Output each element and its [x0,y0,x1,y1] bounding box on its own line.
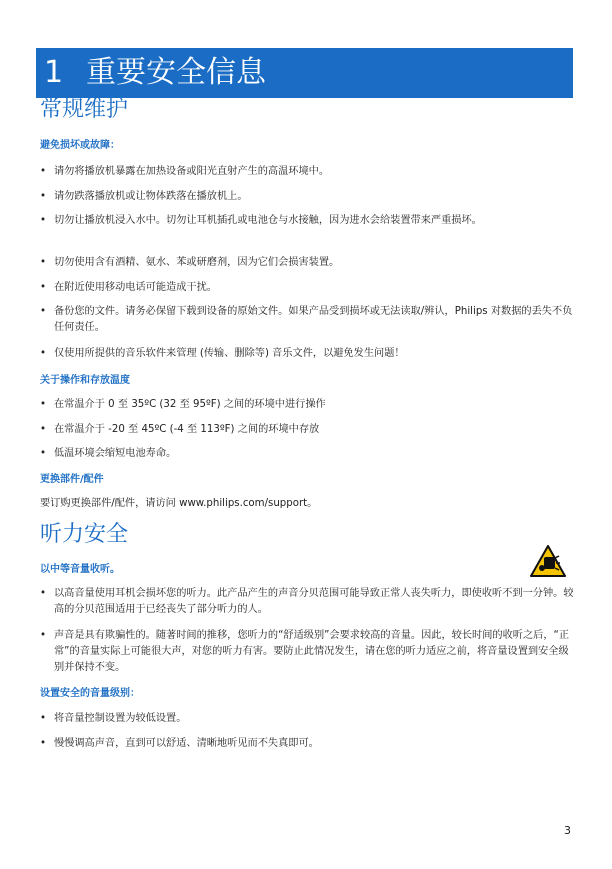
list-item: • 请勿跌落播放机或让物体跌落在播放机上。 [40,191,248,202]
list-item: • 仅使用所提供的音乐软件来管理 (传输、删除等) 音乐文件，以避免发生问题！ [40,348,405,359]
list-item: • 备份您的文件。请务必保留下载到设备的原始文件。如果产品受到损坏或无法读取/辨认，Philips 对数据的丢失不负任何责任。 [40,306,573,333]
parts-text: 要订购更换部件/配件，请访问 www.philips.com/support。 [40,498,318,509]
list-item: • 慢慢调高声音，直到可以舒适、清晰地听见而不失真即可。 [40,738,319,749]
list-item: • 在常温介于 -20 至 45ºC (-4 至 113ºF) 之间的环境中存放 [40,424,320,435]
subheading-parts: 更换部件/配件 [40,474,104,485]
list-item: • 切勿让播放机浸入水中。切勿让耳机插孔或电池仓与水接触，因为进水会给装置带来严重损坏。 [40,215,482,226]
section-title-hearing: 听力安全 [40,522,129,547]
subheading-avoid-damage: 避免损坏或故障： [40,140,120,151]
list-item: • 切勿使用含有酒精、氨水、苯或研磨剂，因为它们会损害装置。 [40,257,340,268]
chapter-number: 1 [44,55,64,90]
hearing-warning-icon [530,545,566,577]
subheading-safe-volume: 设置安全的音量级别： [40,688,140,699]
chapter-title: 重要安全信息 [86,55,266,90]
subheading-moderate-volume: 以中等音量收听。 [40,564,120,575]
list-item: • 请勿将播放机暴露在加热设备或阳光直射产生的高温环境中。 [40,166,330,177]
list-item: • 低温环境会缩短电池寿命。 [40,448,177,459]
list-item: • 在附近使用移动电话可能造成干扰。 [40,282,217,293]
chapter-banner [36,48,573,98]
list-item: • 以高音量使用耳机会损坏您的听力。此产品产生的声音分贝范围可能导致正常人丧失听力，即使收听不到一分钟。较高的分贝范围适用于已经丧失了部分听力的人。 [40,588,574,615]
section-title-maintenance: 常规维护 [40,97,129,122]
list-item: • 将音量控制设置为较低设置。 [40,713,187,724]
page-number: 3 [564,824,571,837]
list-item: • 在常温介于 0 至 35ºC (32 至 95ºF) 之间的环境中进行操作 [40,399,326,410]
subheading-temperature: 关于操作和存放温度 [40,375,130,386]
list-item: • 声音是具有欺骗性的。随著时间的推移，您听力的“舒适级别”会要求较高的音量。因此，较长时间的收听之后，“正常”的音量实际上可能很大声，对您的听力有害。要防止此情况发生，请在您的听力适应之前，将音量设置到安全级别并保持不变。 [40,630,570,673]
